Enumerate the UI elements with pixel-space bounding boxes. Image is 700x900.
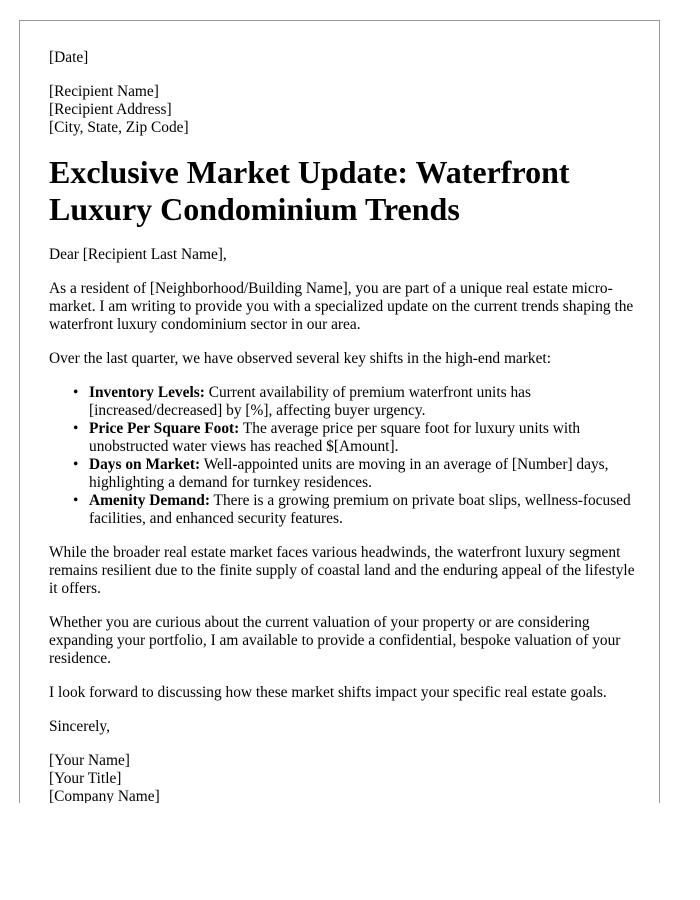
date-block xyxy=(49,49,639,67)
bullet-icon: • xyxy=(73,420,79,437)
signature-title: [Your Title] xyxy=(49,770,122,787)
point-label: Price Per Square Foot: xyxy=(89,420,240,437)
closing-line: I look forward to discussing how these market shifts impact your specific real estate goals. xyxy=(49,684,607,701)
letter-page xyxy=(19,20,660,803)
bullet-icon: • xyxy=(73,456,79,473)
list-item xyxy=(73,456,639,492)
point-text: Current availability of premium waterfront units has [increased/decreased] by [%], affecting buyer urgency. xyxy=(89,384,531,419)
letter-title: Exclusive Market Update: Waterfront Luxury Condominium Trends xyxy=(49,154,570,227)
point-text: There is a growing premium on private boat slips, wellness-focused facilities, and enhanced security features. xyxy=(89,492,631,527)
list-item xyxy=(73,384,639,420)
bullet-icon: • xyxy=(73,492,79,509)
letter-date: [Date] xyxy=(49,49,89,66)
resilience-paragraph: While the broader real estate market faces various headwinds, the waterfront luxury segment remains resilient due to the finite supply of coastal land and the enduring appeal of the lifestyle it offers. xyxy=(49,544,635,597)
list-item xyxy=(73,492,639,528)
recipient-name: [Recipient Name] xyxy=(49,83,159,100)
point-label: Inventory Levels: xyxy=(89,384,205,401)
list-item xyxy=(73,420,639,456)
recipient-city-state-zip: [City, State, Zip Code] xyxy=(49,119,189,136)
offer-paragraph: Whether you are curious about the current valuation of your property or are considering expanding your portfolio, I am available to provide a confidential, bespoke valuation of your residence. xyxy=(49,614,621,667)
recipient-address: [Recipient Address] xyxy=(49,101,172,118)
salutation: Dear [Recipient Last Name], xyxy=(49,246,227,263)
letter-content xyxy=(49,49,639,803)
point-label: Amenity Demand: xyxy=(89,492,210,509)
signature-company: [Company Name] xyxy=(49,788,160,803)
market-shift-list xyxy=(49,384,639,528)
recipient-address-block xyxy=(49,83,639,137)
point-label: Days on Market: xyxy=(89,456,201,473)
signature-name: [Your Name] xyxy=(49,752,130,769)
lead-in-paragraph: Over the last quarter, we have observed several key shifts in the high-end market: xyxy=(49,350,551,367)
bullet-icon: • xyxy=(73,384,79,401)
sign-off: Sincerely, xyxy=(49,718,110,735)
intro-paragraph: As a resident of [Neighborhood/Building Name], you are part of a unique real estate micro-market. I am writing to provide you with a specialized update on the current trends shaping the waterfront luxury condominium sector in our area. xyxy=(49,280,634,333)
signature-block xyxy=(49,752,639,803)
point-text: The average price per square foot for luxury units with unobstructed water views has reached $[Amount]. xyxy=(89,420,581,455)
point-text: Well-appointed units are moving in an average of [Number] days, highlighting a demand for turnkey residences. xyxy=(89,456,609,491)
